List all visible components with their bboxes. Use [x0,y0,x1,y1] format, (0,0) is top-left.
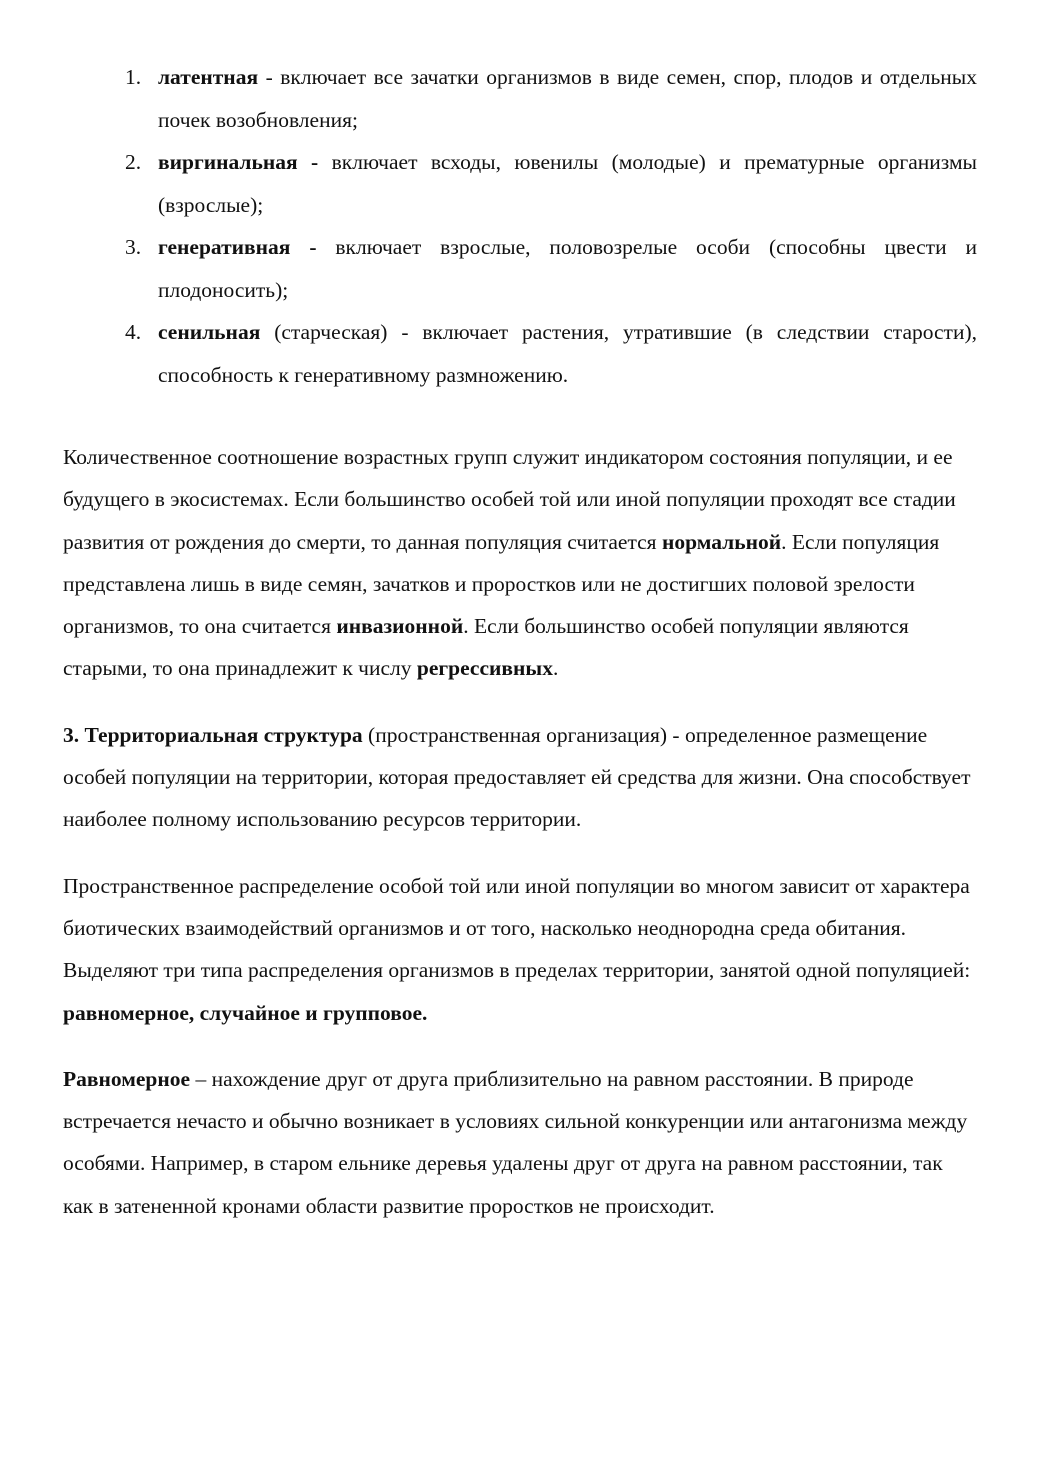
list-text: включает взрослые, половозрелые особи (способны цвести и плодоносить); [158,235,977,302]
age-groups-list [63,56,977,397]
list-term: латентная [158,65,259,89]
term-invasive: инвазионной [336,614,464,639]
paragraph-text: . [552,656,559,681]
paragraph-text: – нахождение друг от друга приблизительно на равном расстоянии. В природе встречается нечасто и обычно возникает в условиях сильной конкуренции или антагонизма между особями. Например, в старом ельнике деревья удалены друг от друга на равном расстоянии, так как в затененной кронами области развитие проростков не происходит. [63,1066,968,1218]
list-number: 1. [125,65,142,89]
list-text: включает всходы, ювенилы (молодые) и прематурные организмы (взрослые); [158,150,977,217]
document-page [63,56,977,1227]
list-term: виргинальная - [158,150,319,174]
term-uniform: Равномерное [63,1066,191,1091]
list-term: сенильная [158,320,261,344]
paragraph-age-ratio [63,436,977,690]
section-heading: 3. Территориальная структура [63,722,363,747]
list-item [63,226,977,312]
list-item [63,311,977,397]
list-item [63,56,977,142]
list-text: (старческая) - включает растения, утратившие (в следствии старости), способность к генеративному размножению. [158,320,977,387]
distribution-types: равномерное, случайное и групповое. [63,1000,428,1025]
list-number: 2. [125,150,142,174]
term-normal: нормальной [661,529,782,554]
paragraph-uniform [63,1058,977,1227]
list-number: 3. [125,235,142,259]
paragraph-text: . Если популяция представлена лишь в виде семян, зачатков и проростков или не достигших половой зрелости организмов, то она считается [63,529,940,639]
paragraph-text: Количественное соотношение возрастных групп служит индикатором состояния популяции, и ее будущего в экосистемах. Если большинство особей той или иной популяции проходят все стадии развития от рождения до смерти, то данная популяция считается [63,445,956,554]
paragraph-territorial-structure [63,714,977,841]
paragraph-spatial-distribution [63,865,977,1034]
paragraph-text: (пространственная организация) - определенное размещение особей популяции на территории, которая предоставляет ей средства для жизни. Она способствует наиболее полному использованию ресурсов территории. [63,722,971,832]
term-regressive: регрессивных [416,656,553,681]
paragraph-text: . Если большинство особей популяции являются старыми, то она принадлежит к числу [63,614,909,681]
list-item [63,141,977,227]
list-number: 4. [125,320,142,344]
paragraph-text: Пространственное распределение особой той или иной популяции во многом зависит от характера биотических взаимодействий организмов и от того, насколько неоднородна среда обитания. Выделяют три типа распределения организмов в пределах территории, занятой одной популяцией: [63,873,971,983]
list-term: генеративная - [158,235,317,259]
list-text: - включает все зачатки организмов в виде семен, спор, плодов и отдельных почек возобновления; [158,65,977,132]
